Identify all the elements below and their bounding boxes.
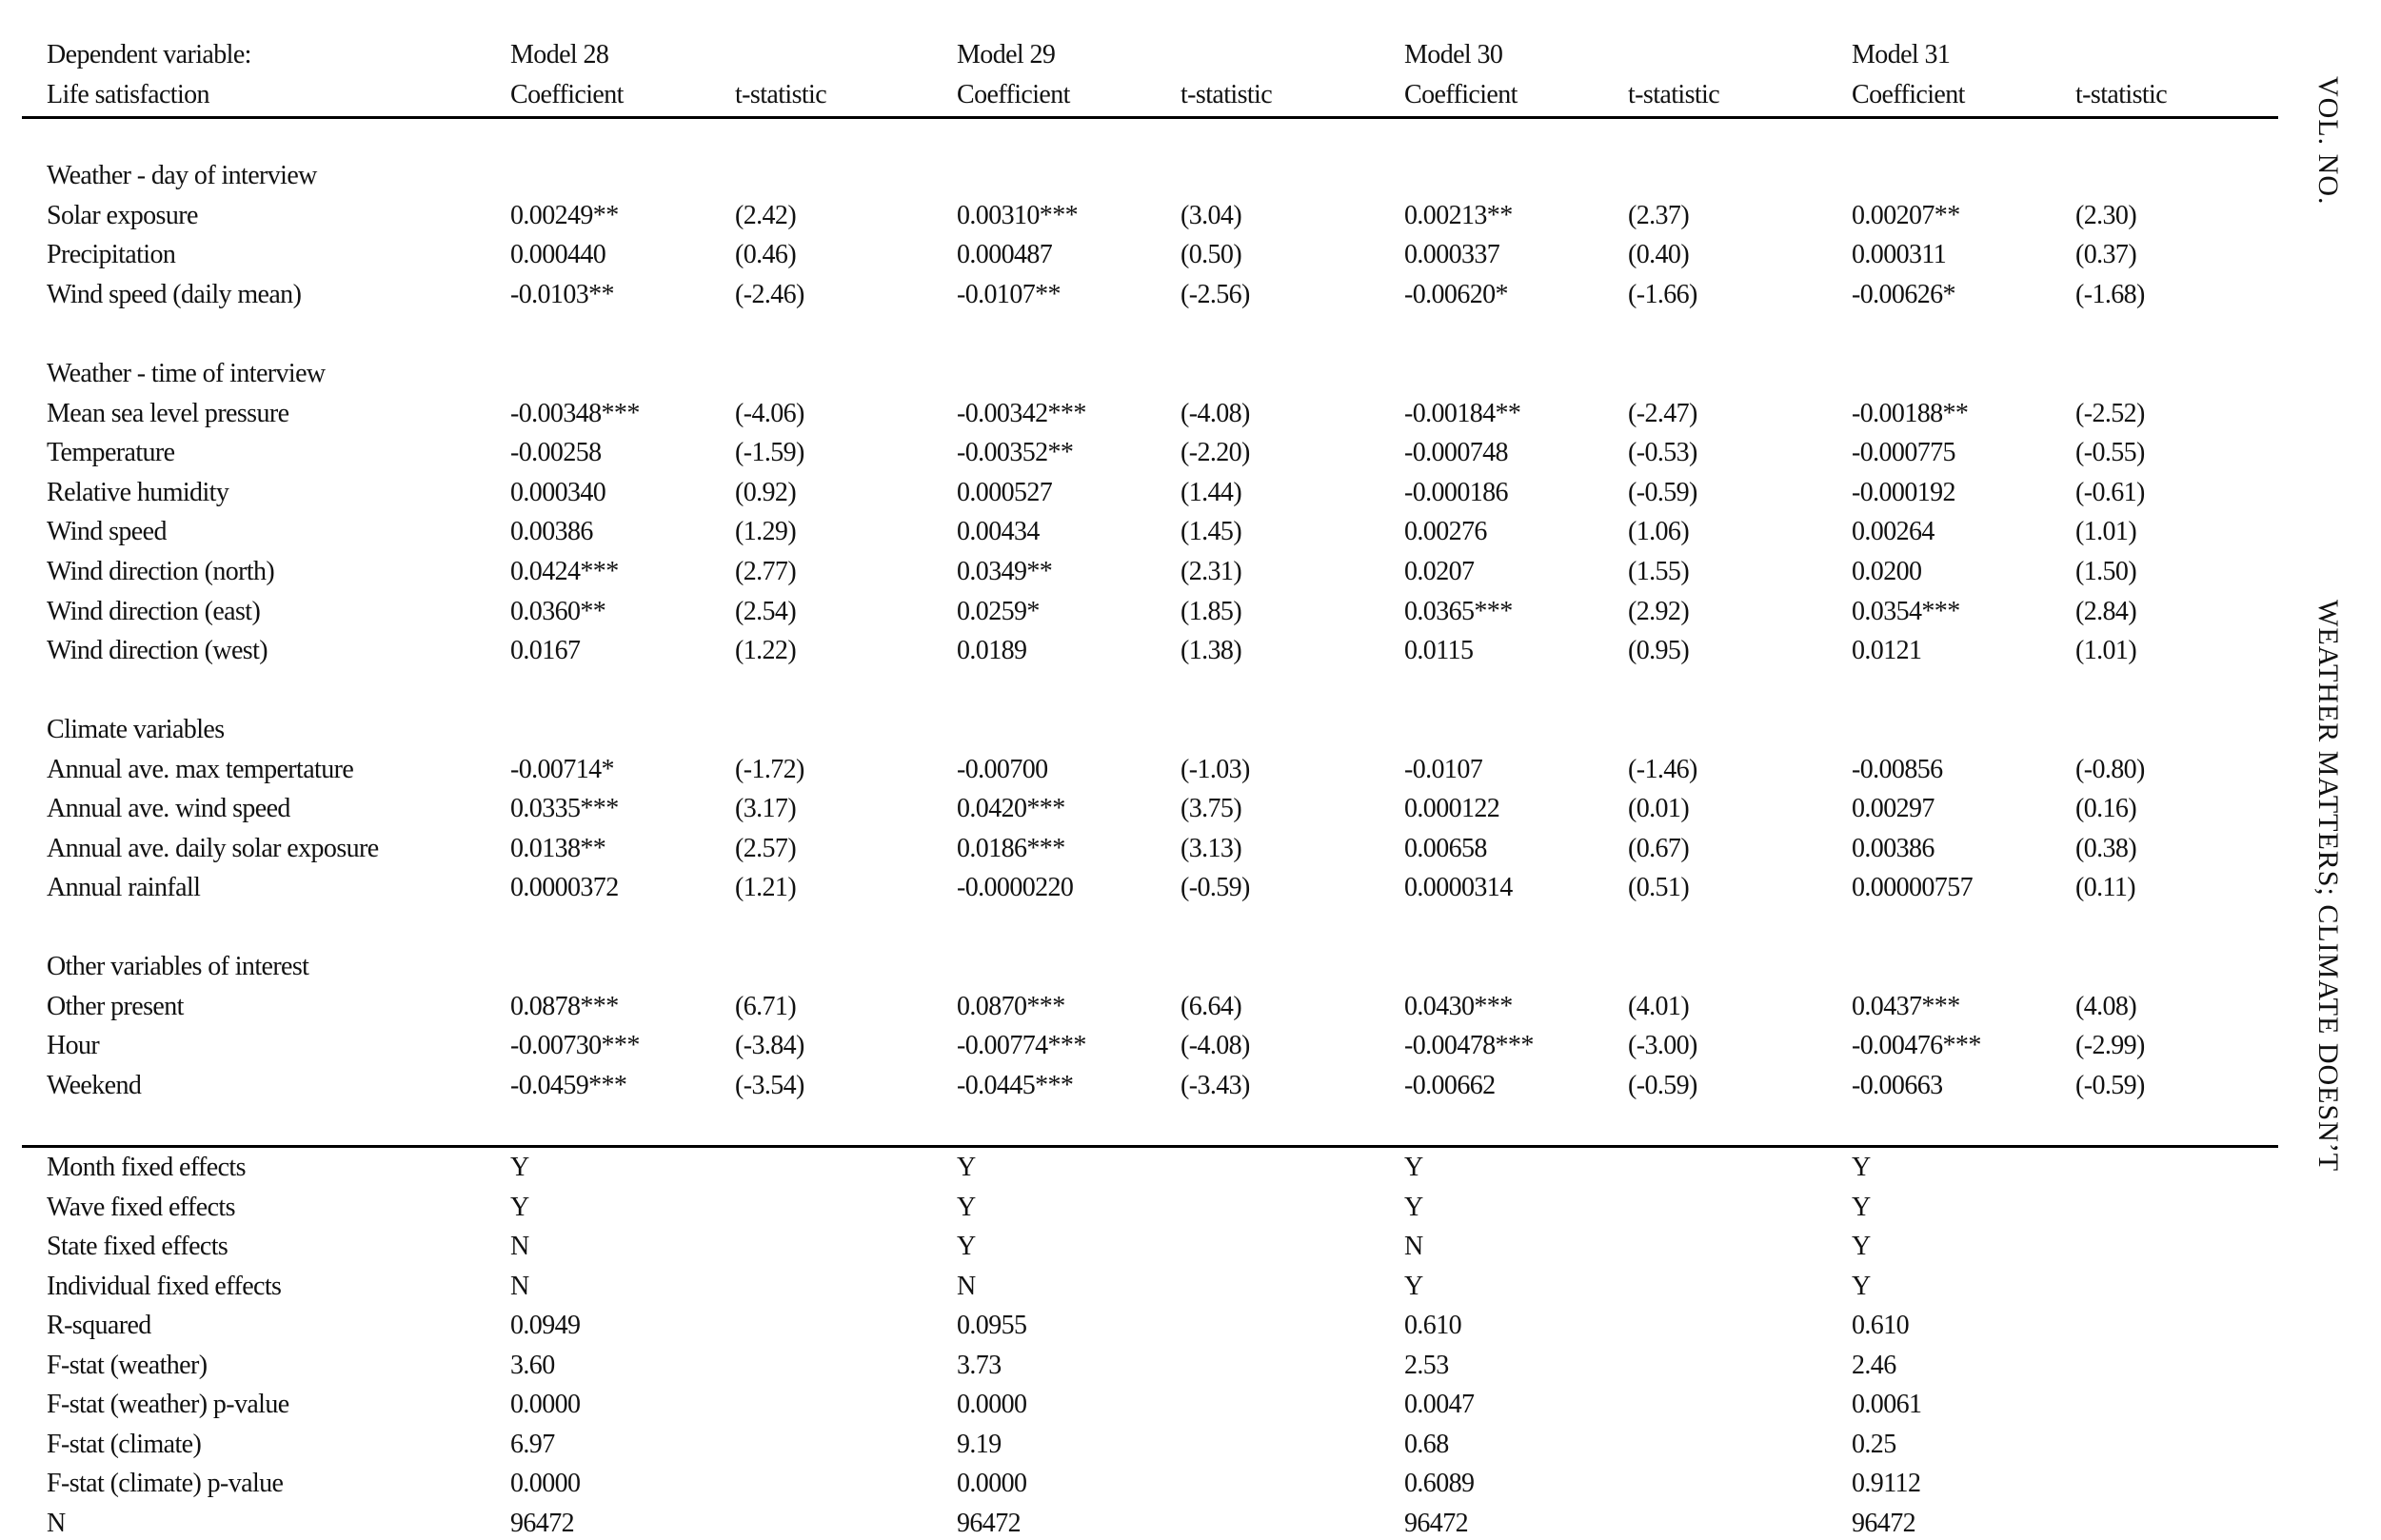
footer-value: 0.0000 — [510, 1390, 581, 1419]
t-statistic-cell: (-0.61) — [2075, 477, 2145, 507]
t-statistic-cell: (1.22) — [735, 636, 797, 666]
model-30-coef-header: Coefficient — [1404, 80, 1518, 109]
footer-value: 0.0000 — [957, 1390, 1027, 1419]
t-statistic-cell: (-2.56) — [1181, 279, 1250, 309]
t-statistic-cell: (3.13) — [1181, 833, 1242, 863]
t-statistic-cell: (-0.53) — [1628, 438, 1697, 468]
row-label: Wind direction (north) — [47, 557, 275, 586]
footer-value: N — [510, 1232, 529, 1261]
footer-value: 0.610 — [1404, 1311, 1462, 1340]
row-label: Wind speed (daily mean) — [47, 279, 302, 309]
t-statistic-cell: (-0.59) — [1628, 477, 1697, 507]
coefficient-cell: 0.0430*** — [1404, 991, 1513, 1021]
t-statistic-cell: (-2.99) — [2075, 1031, 2145, 1061]
row-label: Annual ave. daily solar exposure — [47, 833, 379, 863]
coefficient-cell: 0.000337 — [1404, 240, 1500, 270]
coefficient-cell: 0.00000757 — [1852, 873, 1974, 903]
footer-value: Y — [1404, 1153, 1423, 1182]
footer-label: F-stat (climate) p-value — [47, 1469, 284, 1498]
coefficient-cell: 0.0186*** — [957, 833, 1065, 863]
coefficient-cell: -0.00700 — [957, 754, 1048, 784]
coefficient-cell: -0.00856 — [1852, 754, 1943, 784]
coefficient-cell: 0.0207 — [1404, 557, 1475, 586]
model-28-coef-header: Coefficient — [510, 80, 624, 109]
footer-value: 0.0047 — [1404, 1390, 1475, 1419]
coefficient-cell: 0.0000372 — [510, 873, 619, 903]
t-statistic-cell: (1.85) — [1181, 596, 1242, 626]
coefficient-cell: -0.00352** — [957, 438, 1074, 468]
t-statistic-cell: (1.06) — [1628, 517, 1690, 547]
coefficient-cell: 0.00249** — [510, 200, 619, 230]
footer-value: 3.73 — [957, 1350, 1002, 1380]
coefficient-cell: -0.000186 — [1404, 477, 1508, 507]
coefficient-cell: -0.00476*** — [1852, 1031, 1981, 1061]
footer-value: 0.68 — [1404, 1429, 1449, 1459]
t-statistic-cell: (2.31) — [1181, 557, 1242, 586]
row-label: Annual ave. wind speed — [47, 794, 290, 824]
t-statistic-cell: (0.92) — [735, 477, 797, 507]
top-rule — [22, 116, 2278, 119]
t-statistic-cell: (1.55) — [1628, 557, 1690, 586]
footer-value: Y — [1852, 1271, 1871, 1301]
coefficient-cell: 0.000527 — [957, 477, 1053, 507]
coefficient-cell: -0.00774*** — [957, 1031, 1086, 1061]
coefficient-cell: 0.00310*** — [957, 200, 1079, 230]
footer-value: Y — [510, 1153, 529, 1182]
t-statistic-cell: (0.01) — [1628, 794, 1690, 824]
footer-value: N — [957, 1271, 976, 1301]
coefficient-cell: 0.00434 — [957, 517, 1040, 547]
footer-value: 6.97 — [510, 1429, 555, 1459]
footer-label: N — [47, 1508, 66, 1538]
footer-value: 0.0061 — [1852, 1390, 1922, 1419]
coefficient-cell: -0.00342*** — [957, 398, 1086, 428]
coefficient-cell: -0.0107 — [1404, 754, 1483, 784]
section-header: Weather - day of interview — [47, 161, 317, 190]
model-28-header: Model 28 — [510, 40, 609, 69]
t-statistic-cell: (-0.80) — [2075, 754, 2145, 784]
coefficient-cell: 0.000311 — [1852, 240, 1947, 270]
t-statistic-cell: (0.46) — [735, 240, 797, 270]
t-statistic-cell: (-3.54) — [735, 1070, 804, 1100]
footer-value: 9.19 — [957, 1429, 1002, 1459]
coefficient-cell: 0.0189 — [957, 636, 1027, 666]
t-statistic-cell: (-1.68) — [2075, 279, 2145, 309]
coefficient-cell: 0.0000314 — [1404, 873, 1513, 903]
t-statistic-cell: (-2.46) — [735, 279, 804, 309]
bottom-rule — [22, 1145, 2278, 1148]
coefficient-cell: 0.0878*** — [510, 991, 619, 1021]
row-label: Other present — [47, 991, 184, 1021]
t-statistic-cell: (-4.08) — [1181, 398, 1250, 428]
model-30-t-header: t-statistic — [1628, 80, 1720, 109]
coefficient-cell: -0.00626* — [1852, 279, 1955, 309]
coefficient-cell: -0.00184** — [1404, 398, 1521, 428]
model-28-t-header: t-statistic — [735, 80, 827, 109]
t-statistic-cell: (-3.43) — [1181, 1070, 1250, 1100]
t-statistic-cell: (2.92) — [1628, 596, 1690, 626]
coefficient-cell: 0.00276 — [1404, 517, 1487, 547]
section-header: Climate variables — [47, 715, 225, 744]
footer-value: 0.0955 — [957, 1311, 1027, 1340]
coefficient-cell: -0.00730*** — [510, 1031, 640, 1061]
t-statistic-cell: (-0.55) — [2075, 438, 2145, 468]
coefficient-cell: -0.0459*** — [510, 1070, 627, 1100]
footer-value: 96472 — [1852, 1508, 1916, 1538]
coefficient-cell: 0.0870*** — [957, 991, 1065, 1021]
row-label: Hour — [47, 1031, 100, 1061]
t-statistic-cell: (2.84) — [2075, 596, 2137, 626]
coefficient-cell: -0.00620* — [1404, 279, 1508, 309]
coefficient-cell: -0.0103** — [510, 279, 614, 309]
footer-label: R-squared — [47, 1311, 151, 1340]
coefficient-cell: 0.00264 — [1852, 517, 1935, 547]
t-statistic-cell: (0.51) — [1628, 873, 1690, 903]
footer-value: N — [510, 1271, 529, 1301]
footer-value: Y — [1404, 1192, 1423, 1222]
t-statistic-cell: (3.75) — [1181, 794, 1242, 824]
coefficient-cell: -0.00348*** — [510, 398, 640, 428]
coefficient-cell: 0.0121 — [1852, 636, 1922, 666]
coefficient-cell: -0.00478*** — [1404, 1031, 1534, 1061]
row-label: Wind speed — [47, 517, 167, 547]
footer-label: F-stat (weather) p-value — [47, 1390, 289, 1419]
t-statistic-cell: (0.67) — [1628, 833, 1690, 863]
t-statistic-cell: (2.30) — [2075, 200, 2137, 230]
footer-value: Y — [957, 1153, 976, 1182]
footer-value: 96472 — [957, 1508, 1022, 1538]
t-statistic-cell: (1.21) — [735, 873, 797, 903]
t-statistic-cell: (-4.08) — [1181, 1031, 1250, 1061]
t-statistic-cell: (-1.66) — [1628, 279, 1697, 309]
row-label: Wind direction (east) — [47, 596, 261, 626]
coefficient-cell: -0.00714* — [510, 754, 614, 784]
dep-var-name: Life satisfaction — [47, 80, 209, 109]
row-label: Wind direction (west) — [47, 636, 268, 666]
footer-label: Individual fixed effects — [47, 1271, 282, 1301]
dep-var-label: Dependent variable: — [47, 40, 251, 69]
coefficient-cell: -0.000192 — [1852, 477, 1955, 507]
footer-label: F-stat (weather) — [47, 1350, 208, 1380]
t-statistic-cell: (2.77) — [735, 557, 797, 586]
footer-value: 96472 — [510, 1508, 575, 1538]
coefficient-cell: 0.0437*** — [1852, 991, 1960, 1021]
footer-value: N — [1404, 1232, 1423, 1261]
footer-value: 0.9112 — [1852, 1469, 1921, 1498]
coefficient-cell: -0.0107** — [957, 279, 1061, 309]
t-statistic-cell: (0.40) — [1628, 240, 1690, 270]
section-header: Other variables of interest — [47, 952, 309, 981]
coefficient-cell: -0.0445*** — [957, 1070, 1074, 1100]
t-statistic-cell: (4.01) — [1628, 991, 1690, 1021]
t-statistic-cell: (-0.59) — [1628, 1070, 1697, 1100]
footer-value: 0.610 — [1852, 1311, 1910, 1340]
coefficient-cell: 0.000440 — [510, 240, 606, 270]
coefficient-cell: -0.00663 — [1852, 1070, 1943, 1100]
footer-value: 0.0000 — [510, 1469, 581, 1498]
t-statistic-cell: (1.29) — [735, 517, 797, 547]
coefficient-cell: 0.00658 — [1404, 833, 1487, 863]
t-statistic-cell: (0.50) — [1181, 240, 1242, 270]
model-31-coef-header: Coefficient — [1852, 80, 1965, 109]
coefficient-cell: 0.000487 — [957, 240, 1053, 270]
coefficient-cell: -0.00662 — [1404, 1070, 1496, 1100]
footer-value: Y — [510, 1192, 529, 1222]
footer-value: 0.0949 — [510, 1311, 581, 1340]
model-31-header: Model 31 — [1852, 40, 1951, 69]
t-statistic-cell: (0.16) — [2075, 794, 2137, 824]
coefficient-cell: 0.00207** — [1852, 200, 1960, 230]
coefficient-cell: 0.0424*** — [510, 557, 619, 586]
footer-value: 2.46 — [1852, 1350, 1896, 1380]
row-label: Annual ave. max tempertature — [47, 754, 354, 784]
t-statistic-cell: (3.04) — [1181, 200, 1242, 230]
t-statistic-cell: (1.44) — [1181, 477, 1242, 507]
model-29-t-header: t-statistic — [1181, 80, 1273, 109]
coefficient-cell: 0.0360** — [510, 596, 606, 626]
t-statistic-cell: (-0.59) — [1181, 873, 1250, 903]
model-30-header: Model 30 — [1404, 40, 1503, 69]
coefficient-cell: 0.0365*** — [1404, 596, 1513, 626]
footer-label: F-stat (climate) — [47, 1429, 202, 1459]
t-statistic-cell: (-1.59) — [735, 438, 804, 468]
t-statistic-cell: (-2.47) — [1628, 398, 1697, 428]
coefficient-cell: 0.00386 — [1852, 833, 1935, 863]
t-statistic-cell: (-2.20) — [1181, 438, 1250, 468]
footer-value: Y — [1852, 1232, 1871, 1261]
coefficient-cell: 0.0138** — [510, 833, 606, 863]
running-head-volume: VOL. NO. — [2312, 76, 2344, 206]
t-statistic-cell: (0.38) — [2075, 833, 2137, 863]
t-statistic-cell: (1.38) — [1181, 636, 1242, 666]
section-header: Weather - time of interview — [47, 359, 326, 388]
footer-value: Y — [957, 1192, 976, 1222]
coefficient-cell: -0.00188** — [1852, 398, 1969, 428]
t-statistic-cell: (6.71) — [735, 991, 797, 1021]
coefficient-cell: -0.00258 — [510, 438, 602, 468]
t-statistic-cell: (3.17) — [735, 794, 797, 824]
t-statistic-cell: (0.37) — [2075, 240, 2137, 270]
t-statistic-cell: (1.01) — [2075, 517, 2137, 547]
footer-value: 0.6089 — [1404, 1469, 1475, 1498]
t-statistic-cell: (2.42) — [735, 200, 797, 230]
footer-value: Y — [1852, 1192, 1871, 1222]
row-label: Annual rainfall — [47, 873, 201, 903]
row-label: Temperature — [47, 438, 175, 468]
coefficient-cell: 0.0335*** — [510, 794, 619, 824]
coefficient-cell: 0.0200 — [1852, 557, 1922, 586]
coefficient-cell: 0.00297 — [1852, 794, 1935, 824]
coefficient-cell: 0.0259* — [957, 596, 1040, 626]
coefficient-cell: 0.0349** — [957, 557, 1053, 586]
coefficient-cell: 0.00213** — [1404, 200, 1513, 230]
footer-value: Y — [957, 1232, 976, 1261]
footer-value: 0.0000 — [957, 1469, 1027, 1498]
row-label: Mean sea level pressure — [47, 398, 289, 428]
model-31-t-header: t-statistic — [2075, 80, 2168, 109]
t-statistic-cell: (-4.06) — [735, 398, 804, 428]
row-label: Precipitation — [47, 240, 176, 270]
t-statistic-cell: (2.37) — [1628, 200, 1690, 230]
row-label: Weekend — [47, 1070, 142, 1100]
footer-value: Y — [1852, 1153, 1871, 1182]
t-statistic-cell: (1.50) — [2075, 557, 2137, 586]
t-statistic-cell: (2.54) — [735, 596, 797, 626]
footer-label: Month fixed effects — [47, 1153, 246, 1182]
coefficient-cell: 0.000122 — [1404, 794, 1500, 824]
row-label: Relative humidity — [47, 477, 229, 507]
footer-value: 3.60 — [510, 1350, 555, 1380]
coefficient-cell: -0.000775 — [1852, 438, 1955, 468]
t-statistic-cell: (-3.00) — [1628, 1031, 1697, 1061]
coefficient-cell: 0.000340 — [510, 477, 606, 507]
coefficient-cell: 0.0115 — [1404, 636, 1474, 666]
t-statistic-cell: (6.64) — [1181, 991, 1242, 1021]
t-statistic-cell: (0.95) — [1628, 636, 1690, 666]
t-statistic-cell: (-0.59) — [2075, 1070, 2145, 1100]
model-29-header: Model 29 — [957, 40, 1056, 69]
footer-label: Wave fixed effects — [47, 1192, 235, 1222]
footer-label: State fixed effects — [47, 1232, 228, 1261]
t-statistic-cell: (-1.03) — [1181, 754, 1250, 784]
t-statistic-cell: (1.45) — [1181, 517, 1242, 547]
model-29-coef-header: Coefficient — [957, 80, 1070, 109]
coefficient-cell: 0.0420*** — [957, 794, 1065, 824]
running-head-title: WEATHER MATTERS; CLIMATE DOESN’T — [2312, 600, 2344, 1173]
footer-value: 2.53 — [1404, 1350, 1449, 1380]
coefficient-cell: 0.0167 — [510, 636, 581, 666]
t-statistic-cell: (-2.52) — [2075, 398, 2145, 428]
footer-value: 96472 — [1404, 1508, 1469, 1538]
coefficient-cell: -0.0000220 — [957, 873, 1074, 903]
coefficient-cell: -0.000748 — [1404, 438, 1508, 468]
t-statistic-cell: (0.11) — [2075, 873, 2136, 903]
t-statistic-cell: (-3.84) — [735, 1031, 804, 1061]
footer-value: Y — [1404, 1271, 1423, 1301]
coefficient-cell: 0.0354*** — [1852, 596, 1960, 626]
footer-value: 0.25 — [1852, 1429, 1896, 1459]
t-statistic-cell: (-1.46) — [1628, 754, 1697, 784]
t-statistic-cell: (2.57) — [735, 833, 797, 863]
coefficient-cell: 0.00386 — [510, 517, 593, 547]
t-statistic-cell: (-1.72) — [735, 754, 804, 784]
row-label: Solar exposure — [47, 200, 198, 230]
t-statistic-cell: (1.01) — [2075, 636, 2137, 666]
t-statistic-cell: (4.08) — [2075, 991, 2137, 1021]
